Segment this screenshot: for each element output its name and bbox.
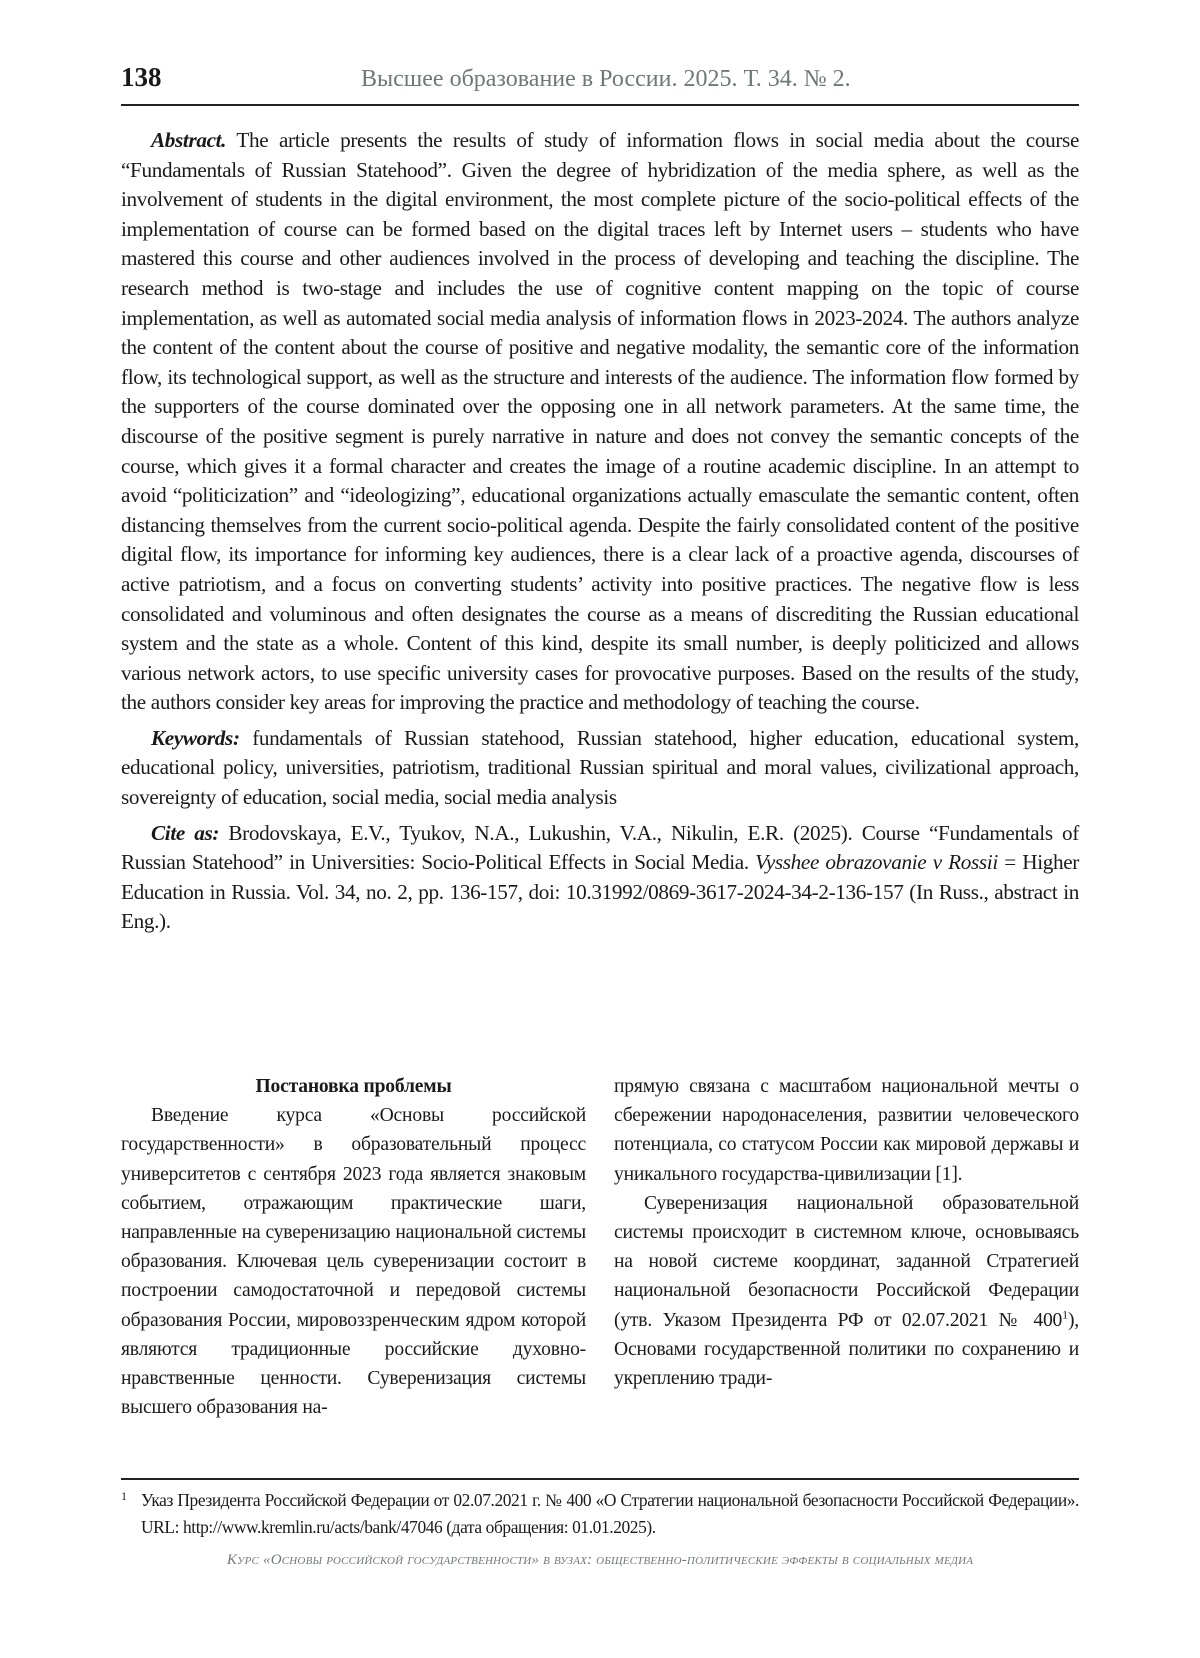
citation-text: Brodovskaya, E.V., Tyukov, N.A., Lukushin, V.A., Nikulin, E.R. (2025). Course “Fundamentals of Russian Statehood” in Universities: Socio-Political Effects in Social Media. <box>121 820 1079 875</box>
running-header <box>121 58 1079 98</box>
footnote-mark: 1 <box>121 1489 127 1503</box>
right-column <box>614 1072 1079 1422</box>
keywords-text: fundamentals of Russian statehood, Russian statehood, higher education, educational system, educational policy, universities, patriotism, traditional Russian spiritual and moral values, civilizational approach, sovereignty of education, social media, social media analysis <box>121 725 1079 810</box>
abstract-label: Abstract. <box>151 128 227 152</box>
header-divider <box>121 104 1079 106</box>
paragraph-text-end: ), Основами государственной политики по сохранению и укреплению тради- <box>614 1309 1079 1390</box>
citation-paragraph <box>121 819 1079 937</box>
english-abstract-section <box>121 126 1079 943</box>
journal-title: Высшее образование в России. 2025. Т. 34. № 2. <box>361 66 851 92</box>
paragraph-text: Суверенизация национальной образовательной системы происходит в системном ключе, основываясь на новой системе координат, заданной Стратегией национальной безопасности Российской Федерации (утв. Указом Президента РФ от 02.07.2021 № 400 <box>614 1192 1079 1331</box>
running-footer: Курс «Основы российской государственности» в вузах: общественно-политические эффекты в социальных медиа <box>226 1552 974 1568</box>
section-heading: Постановка проблемы <box>255 1076 452 1097</box>
left-column <box>121 1072 586 1422</box>
citation-label: Cite as: <box>151 820 220 845</box>
keywords-paragraph <box>121 724 1079 813</box>
abstract-paragraph <box>121 126 1079 718</box>
body-paragraph: Введение курса «Основы российской государственности» в образовательный процесс университетов с сентября 2023 года является знаковым событием, отражающим практические шаги, направленные на суверенизацию национальной системы образования. Ключевая цель суверенизации состоит в построении самодостаточной и передовой системы образования России, мировоззренческим ядром которой являются традиционные российские духовно-нравственные ценности. Суверенизация системы высшего образования на- <box>121 1105 586 1419</box>
citation-journal-name: Vysshee obrazovanie v Rossii <box>755 850 998 875</box>
footnote-divider <box>121 1478 1079 1480</box>
page-number: 138 <box>121 62 162 92</box>
footnote-text: Указ Президента Российской Федерации от 02.07.2021 г. № 400 «О Стратегии национальной безопасности Российской Федерации». URL: http://www.kremlin.ru/acts/bank/47046 (дата обращения: 01.01.2025). <box>141 1490 1079 1537</box>
body-paragraph-continued: прямую связана с масштабом национальной мечты о сбережении народонаселения, развитии человеческого потенциала, со статусом России как мировой державы и уникального государства-цивилизации [1]. <box>614 1076 1079 1185</box>
footnote <box>121 1487 1079 1541</box>
keywords-label: Keywords: <box>151 725 240 750</box>
citation-text-end: = Higher Education in Russia. Vol. 34, no. 2, pp. 136-157, doi: 10.31992/0869-3617-2024-34-2-136-157 (In Russ., abstract in Eng.). <box>121 850 1079 934</box>
footnote-reference[interactable]: 1 <box>1062 1307 1068 1322</box>
body-paragraph <box>614 1189 1079 1393</box>
body-two-columns <box>121 1072 1079 1422</box>
abstract-text: The article presents the results of study of information flows in social media about the course “Fundamentals of Russian Statehood”. Given the degree of hybridization of the media sphere, as well as the involvement of students in the digital environment, the most complete picture of the socio-political effects of the implementation of course can be formed based on the digital traces left by Internet users – students who have mastered this course and other audiences involved in the process of developing and teaching the discipline. The research method is two-stage and includes the use of cognitive content mapping on the topic of course implementation, as well as automated social media analysis of information flows in 2023-2024. The authors analyze the content of the content about the course of positive and negative modality, the semantic core of the information flow, its technological support, as well as the structure and interests of the audience. The information flow formed by the supporters of the course dominated over the opposing one in all network parameters. At the same time, the discourse of the positive segment is purely narrative in nature and does not convey the semantic concepts of the course, which gives it a formal character and creates the image of a routine academic discipline. In an attempt to avoid “politicization” and “ideologizing”, educational organizations actually emasculate the semantic content, often distancing themselves from the current socio-political agenda. Despite the fairly consolidated content of the positive digital flow, its importance for informing key audiences, there is a clear lack of a proactive agenda, discourses of active patriotism, and a focus on converting students’ activity into positive practices. The negative flow is less consolidated and voluminous and often designates the course as a means of discrediting the Russian educational system and the state as a whole. Content of this kind, despite its small number, is deeply politicized and allows various network actors, to use specific university cases for provocative purposes. Based on the results of the study, the authors consider key areas for improving the practice and methodology of teaching the course. <box>121 128 1079 715</box>
